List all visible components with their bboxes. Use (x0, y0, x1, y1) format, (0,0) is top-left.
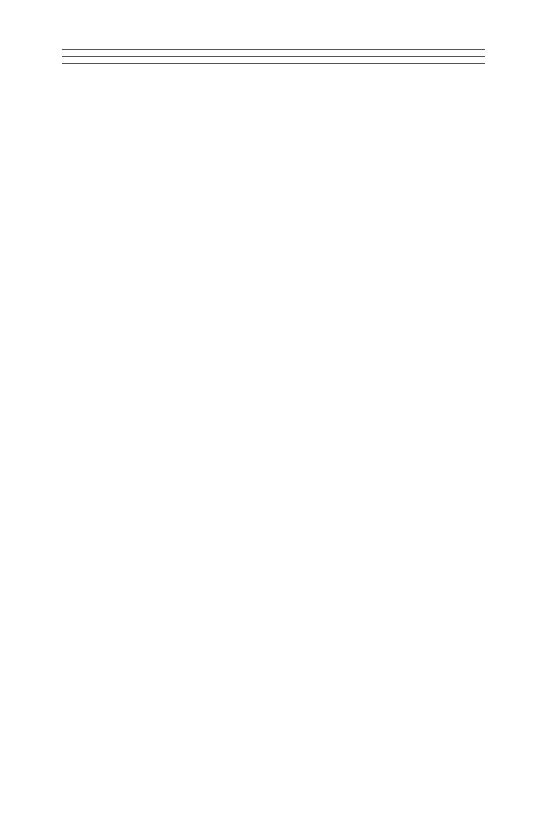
divider (62, 49, 485, 50)
table-of-contents (62, 44, 485, 70)
divider (62, 56, 485, 57)
divider (62, 63, 485, 64)
